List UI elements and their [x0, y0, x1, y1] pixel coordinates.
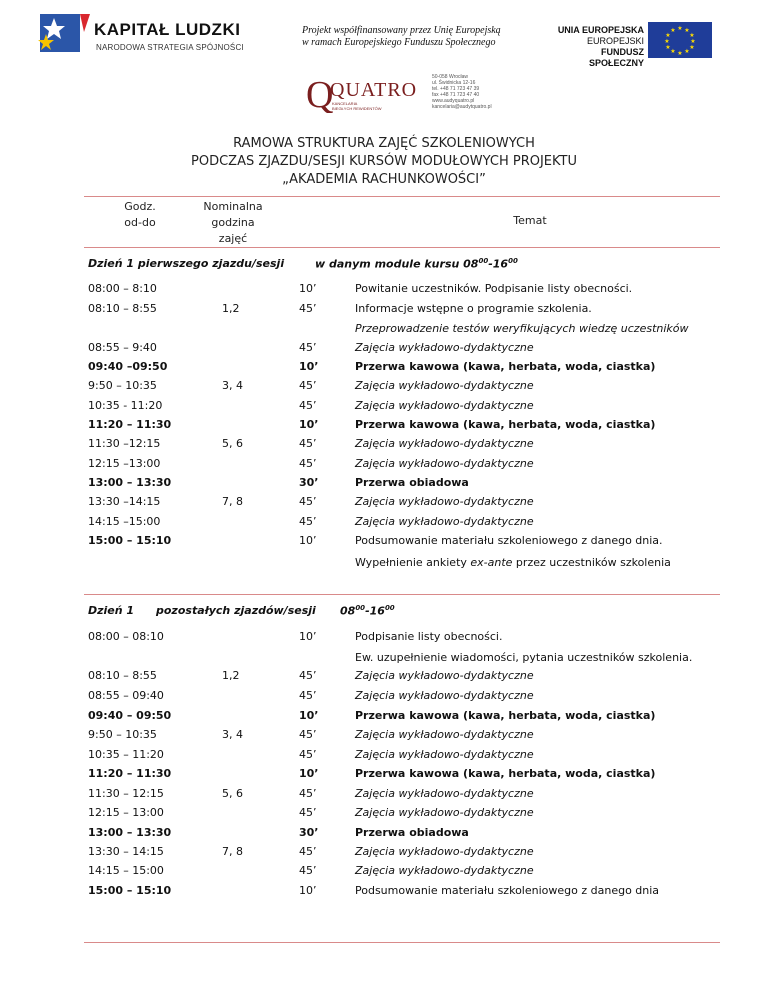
row-min: 10’ [299, 534, 317, 547]
row-min: 45’ [299, 399, 317, 412]
row-min: 45’ [299, 806, 317, 819]
table-row [0, 823, 768, 842]
survey-ex-ante: ex-ante [470, 556, 513, 569]
row-time: 14:15 –15:00 [88, 515, 161, 528]
row-topic: Przeprowadzenie testów weryfikujących wiedzę uczestników [355, 322, 689, 335]
table-row [0, 666, 768, 685]
svg-text:★: ★ [677, 50, 683, 57]
eu-label [556, 25, 644, 69]
row-time: 15:00 – 15:10 [88, 884, 172, 897]
table-row [0, 686, 768, 705]
row-time: 08:55 – 9:40 [88, 341, 157, 354]
row-time: 08:00 – 08:10 [88, 630, 164, 643]
row-min: 30’ [299, 476, 319, 489]
col-header-hours-line: zajęć [218, 232, 248, 245]
table-row [0, 492, 768, 511]
row-topic: Zajęcia wykładowo-dydaktyczne [355, 437, 534, 450]
row-hour: 1,2 [222, 669, 240, 682]
row-topic: Zajęcia wykładowo-dydaktyczne [355, 399, 534, 412]
table-row [0, 434, 768, 453]
row-topic: Podsumowanie materiału szkoleniowego z danego dnia [355, 884, 660, 897]
section1-dash: -16 [488, 257, 509, 271]
row-topic: Zajęcia wykładowo-dydaktyczne [355, 515, 534, 528]
table-row [0, 627, 768, 646]
row-time: 13:00 – 13:30 [88, 826, 172, 839]
project-note-line2: w ramach Europejskiego Funduszu Społecznego [302, 37, 496, 48]
row-time: 08:10 – 8:55 [88, 669, 157, 682]
col-header-hours [195, 199, 271, 247]
section2-sup2: 00 [384, 604, 395, 612]
table-row [0, 725, 768, 744]
row-hour: 7, 8 [222, 495, 243, 508]
section2-module-label: pozostałych zjazdów/sesji [156, 604, 316, 617]
row-min: 30’ [299, 826, 319, 839]
row-min: 45’ [299, 689, 317, 702]
row-min: 10’ [299, 418, 319, 431]
row-min: 45’ [299, 341, 317, 354]
row-topic: Przerwa kawowa (kawa, herbata, woda, ciastka) [355, 418, 656, 431]
quatro-address-line: 50-058 Wrocław [432, 74, 469, 80]
svg-text:★: ★ [689, 44, 695, 51]
quatro-address-line: fax +48 71 723 47 40 [432, 92, 480, 98]
row-time: 12:15 – 13:00 [88, 806, 164, 819]
col-header-time-line: od-do [124, 216, 156, 229]
row-topic: Zajęcia wykładowo-dydaktyczne [355, 864, 534, 877]
row-topic: Zajęcia wykładowo-dydaktyczne [355, 689, 534, 702]
row-time: 08:10 – 8:55 [88, 302, 157, 315]
row-time: 11:30 –12:15 [88, 437, 161, 450]
row-min: 45’ [299, 302, 317, 315]
table-row [0, 861, 768, 880]
section1-sup2: 00 [508, 257, 518, 265]
table-row [0, 648, 768, 667]
row-time: 09:40 –09:50 [88, 360, 168, 373]
section2-dash: -16 [365, 604, 385, 618]
section1-module-text: w danym module kursu 08 [315, 257, 479, 271]
svg-text:★: ★ [665, 32, 671, 39]
row-topic: Powitanie uczestników. Podpisanie listy obecności. [355, 282, 633, 295]
row-topic: Zajęcia wykładowo-dydaktyczne [355, 341, 534, 354]
table-row [0, 531, 768, 550]
svg-text:★: ★ [670, 48, 676, 55]
svg-text:★: ★ [677, 25, 683, 32]
row-time: 11:20 – 11:30 [88, 418, 172, 431]
row-time: 09:40 – 09:50 [88, 709, 172, 722]
section2-time-label [340, 604, 395, 618]
svg-text:★: ★ [684, 27, 690, 34]
row-topic: Zajęcia wykładowo-dydaktyczne [355, 787, 534, 800]
section1-day-label: Dzień 1 pierwszego zjazdu/sesji [88, 257, 285, 270]
row-time: 13:30 – 14:15 [88, 845, 164, 858]
eu-label-line3: FUNDUSZ SPOŁECZNY [588, 47, 644, 68]
row-time: 12:15 –13:00 [88, 457, 161, 470]
row-min: 45’ [299, 864, 317, 877]
col-header-topic: Temat [513, 214, 547, 227]
svg-text:Q: Q [306, 75, 334, 113]
svg-text:★: ★ [664, 38, 670, 45]
row-topic: Informacje wstępne o programie szkolenia. [355, 302, 592, 315]
row-topic: Zajęcia wykładowo-dydaktyczne [355, 845, 534, 858]
divider [84, 196, 720, 197]
row-min: 10’ [299, 360, 319, 373]
quatro-address [432, 74, 492, 110]
row-min: 10’ [299, 282, 317, 295]
section2-time-text: 08 [340, 604, 356, 618]
row-hour: 3, 4 [222, 728, 243, 741]
kapital-ludzki-title: KAPITAŁ LUDZKI [94, 20, 241, 39]
row-time: 14:15 – 15:00 [88, 864, 164, 877]
eu-label-line1: UNIA EUROPEJSKA [557, 25, 644, 35]
row-min: 45’ [299, 787, 317, 800]
col-header-hours-line: godzina [211, 216, 255, 229]
col-header-time [110, 199, 170, 231]
table-row [0, 473, 768, 492]
table-row [0, 357, 768, 376]
table-row [0, 706, 768, 725]
doc-title-line3: „AKADEMIA RACHUNKOWOŚCI” [282, 172, 486, 187]
svg-text:★: ★ [684, 48, 690, 55]
table-row [0, 299, 768, 318]
col-header-hours-line: Nominalna [203, 200, 263, 213]
row-topic: Zajęcia wykładowo-dydaktyczne [355, 728, 534, 741]
divider [84, 594, 720, 595]
eu-label-line2: EUROPEJSKI [586, 36, 644, 46]
row-min: 10’ [299, 709, 319, 722]
row-time: 15:00 – 15:10 [88, 534, 172, 547]
row-min: 45’ [299, 669, 317, 682]
section1-module-label [315, 257, 518, 271]
row-min: 10’ [299, 767, 319, 780]
kapital-ludzki-logo [34, 12, 90, 56]
table-row [0, 803, 768, 822]
table-row [0, 396, 768, 415]
col-header-time-line: Godz. [124, 200, 156, 213]
row-topic: Zajęcia wykładowo-dydaktyczne [355, 495, 534, 508]
row-min: 45’ [299, 728, 317, 741]
row-time: 13:00 – 13:30 [88, 476, 172, 489]
eu-stars-icon [648, 22, 712, 58]
table-row [0, 745, 768, 764]
row-topic: Zajęcia wykładowo-dydaktyczne [355, 379, 534, 392]
survey-post: przez uczestników szkolenia [512, 556, 671, 569]
table-row [0, 512, 768, 531]
svg-text:★: ★ [665, 44, 671, 51]
doc-title-line2: PODCZAS ZJAZDU/SESJI KURSÓW MODUŁOWYCH PROJEKTU [191, 154, 577, 169]
table-row [0, 319, 768, 338]
row-topic: Przerwa kawowa (kawa, herbata, woda, ciastka) [355, 360, 656, 373]
survey-pre: Wypełnienie ankiety [355, 556, 471, 569]
row-topic: Przerwa obiadowa [355, 476, 469, 489]
row-topic: Zajęcia wykładowo-dydaktyczne [355, 457, 534, 470]
table-row [0, 842, 768, 861]
row-time: 10:35 – 11:20 [88, 748, 164, 761]
table-row [0, 415, 768, 434]
project-cofinancing-note [302, 25, 501, 49]
quatro-address-line: ul. Świdnicka 12-16 [432, 80, 476, 86]
row-time: 10:35 - 11:20 [88, 399, 163, 412]
row-min: 45’ [299, 748, 317, 761]
kapital-ludzki-subtitle: NARODOWA STRATEGIA SPÓJNOŚCI [96, 43, 244, 52]
row-topic: Zajęcia wykładowo-dydaktyczne [355, 806, 534, 819]
quatro-sub1: KANCELARIA [332, 101, 358, 106]
quatro-name: QUATRO [330, 79, 418, 101]
row-min: 10’ [299, 630, 317, 643]
doc-title-line1: RAMOWA STRUKTURA ZAJĘĆ SZKOLENIOWYCH [233, 136, 535, 151]
svg-text:★: ★ [689, 32, 695, 39]
quatro-sub2: BIEGŁYCH REWIDENTÓW [332, 106, 382, 111]
row-topic: Zajęcia wykładowo-dydaktyczne [355, 748, 534, 761]
svg-text:★: ★ [670, 27, 676, 34]
row-min: 10’ [299, 884, 317, 897]
row-time: 11:20 – 11:30 [88, 767, 172, 780]
row-topic: Przerwa obiadowa [355, 826, 469, 839]
eu-flag [648, 22, 712, 58]
quatro-logo [304, 75, 418, 115]
divider [84, 247, 720, 248]
quatro-address-line: www.audyquatro.pl [432, 98, 475, 104]
row-topic: Podsumowanie materiału szkoleniowego z danego dnia. [355, 534, 663, 547]
project-note-line1: Projekt współfinansowany przez Unię Europejską [302, 25, 501, 36]
table-row [0, 881, 768, 900]
quatro-address-line: kancelaria@audytquatro.pl [432, 104, 492, 110]
row-time: 11:30 – 12:15 [88, 787, 164, 800]
row-time: 9:50 – 10:35 [88, 379, 157, 392]
section2-sup1: 00 [355, 604, 366, 612]
row-topic: Przerwa kawowa (kawa, herbata, woda, ciastka) [355, 767, 656, 780]
row-time: 08:55 – 09:40 [88, 689, 164, 702]
row-topic: Przerwa kawowa (kawa, herbata, woda, ciastka) [355, 709, 656, 722]
table-row [0, 784, 768, 803]
row-time: 13:30 –14:15 [88, 495, 161, 508]
row-min: 45’ [299, 495, 317, 508]
row-time: 08:00 – 8:10 [88, 282, 157, 295]
divider [84, 942, 720, 943]
table-row [0, 764, 768, 783]
table-row [0, 279, 768, 298]
table-row [0, 376, 768, 395]
row-min: 45’ [299, 515, 317, 528]
row-topic: Zajęcia wykładowo-dydaktyczne [355, 669, 534, 682]
row-hour: 1,2 [222, 302, 240, 315]
table-row [0, 454, 768, 473]
section1-survey-note [355, 556, 671, 569]
row-min: 45’ [299, 845, 317, 858]
row-topic: Ew. uzupełnienie wiadomości, pytania uczestników szkolenia. [355, 651, 693, 664]
section1-sup1: 00 [478, 257, 489, 265]
row-min: 45’ [299, 457, 317, 470]
row-topic: Podpisanie listy obecności. [355, 630, 503, 643]
quatro-address-line: tel. +48 71 723 47 39 [432, 86, 480, 92]
row-hour: 3, 4 [222, 379, 243, 392]
svg-text:★: ★ [690, 38, 696, 45]
row-time: 9:50 – 10:35 [88, 728, 157, 741]
row-min: 45’ [299, 379, 317, 392]
row-hour: 5, 6 [222, 437, 243, 450]
row-min: 45’ [299, 437, 317, 450]
kapital-ludzki-emblem-icon [34, 12, 90, 56]
row-hour: 7, 8 [222, 845, 243, 858]
table-row [0, 338, 768, 357]
row-hour: 5, 6 [222, 787, 243, 800]
section2-day-label: Dzień 1 [88, 604, 135, 617]
